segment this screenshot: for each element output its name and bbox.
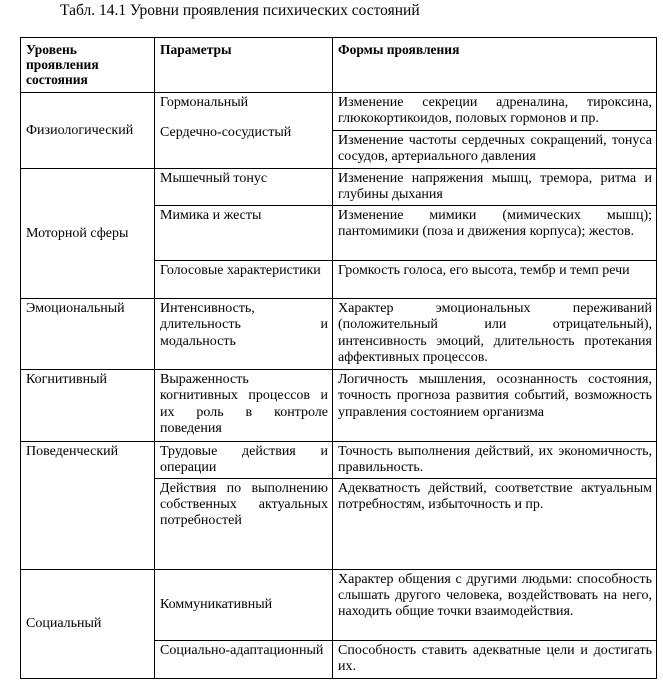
table-row: [21, 169, 657, 206]
table-row: [21, 441, 657, 478]
param-communicative: Коммуникативный: [155, 569, 333, 640]
table-row: [21, 569, 657, 640]
param-cell: [155, 93, 333, 169]
level-behavioral: Поведенческий: [21, 441, 155, 569]
param-needs: Действия по выполнению собственных актуальных потребностей: [155, 478, 333, 569]
level-cognitive: Когнитивный: [21, 369, 155, 441]
header-level: Уровень проявления состояния: [21, 38, 155, 93]
level-emotional: Эмоциональный: [21, 298, 155, 369]
param-labor: Трудовые действия и операции: [155, 441, 333, 478]
param-intensity: Интенсивность, длительность и модальность: [155, 298, 333, 369]
states-table: [20, 37, 657, 679]
param-muscle-tone: Мышечный тонус: [155, 169, 333, 206]
param-mimics: Мимика и жесты: [155, 205, 333, 260]
level-social: Социальный: [21, 569, 155, 678]
param-cardio: Сердечно-сосудистый: [160, 125, 292, 141]
form-communicative: Характер общения с другими людьми: способность слышать другого человека, воздействовать на него, находить общие точки взаимодействия.: [333, 569, 657, 640]
table-row: [21, 93, 657, 131]
header-row: [21, 38, 657, 93]
param-voice: Голосовые характеристики: [155, 260, 333, 298]
form-cognitive: Логичность мышления, осознанность состояния, точность прогноза развития событий, возможность управления состоянием организма: [333, 369, 657, 441]
level-motor: Моторной сферы: [21, 169, 155, 299]
header-params: Параметры: [155, 38, 333, 93]
form-mimics: Изменение мимики (мимических мышц); пантомимики (поза и движения корпуса); жестов.: [333, 205, 657, 260]
table-row: [21, 298, 657, 369]
form-adaptation: Способность ставить адекватные цели и достигать их.: [333, 640, 657, 678]
table-caption: Табл. 14.1 Уровни проявления психических состояний: [60, 2, 420, 19]
form-cardio: Изменение частоты сердечных сокращений, тонуса сосудов, артериального давления: [333, 131, 657, 169]
form-needs: Адекватность действий, соответствие актуальным потребностям, избыточность и пр.: [333, 478, 657, 569]
form-hormonal: Изменение секреции адреналина, тироксина, глюкокортикоидов, половых гормонов и пр.: [333, 93, 657, 131]
level-physiological: Физиологический: [21, 93, 155, 169]
form-labor: Точность выполнения действий, их экономичность, правильность.: [333, 441, 657, 478]
param-hormonal: Гормональный: [160, 95, 249, 110]
form-voice: Громкость голоса, его высота, тембр и темп речи: [333, 260, 657, 298]
header-forms: Формы проявления: [333, 38, 657, 93]
param-adaptation: Социально-адаптационный: [155, 640, 333, 678]
table-row: [21, 369, 657, 441]
param-cognitive: Выраженность когнитивных процессов и их роль в контроле поведения: [155, 369, 333, 441]
form-muscle-tone: Изменение напряжения мышц, тремора, ритма и глубины дыхания: [333, 169, 657, 206]
form-emotional: Характер эмоциональных переживаний (положительный или отрицательный), интенсивность эмоций, длительность протекания аффективных процессов.: [333, 298, 657, 369]
